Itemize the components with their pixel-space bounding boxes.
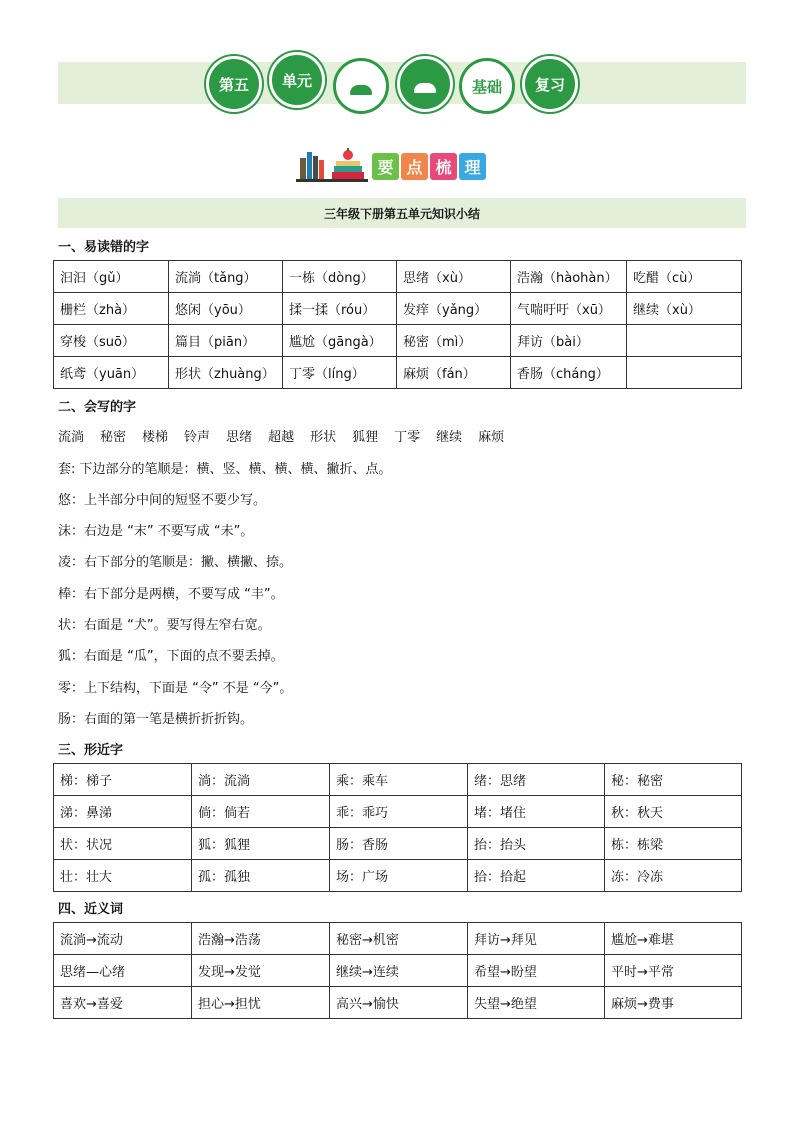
section-heading-similar: 三、形近字 (58, 743, 124, 758)
table-cell: 发痒（yǎng） (397, 293, 511, 325)
table-row (54, 325, 742, 357)
write-note: 棒：右下部分是两横，不要写成 “丰”。 (58, 587, 284, 602)
table-row (54, 955, 742, 987)
table-row (54, 860, 742, 892)
list-item: 楼梯 (142, 430, 169, 445)
key-points-title (372, 153, 486, 180)
table-cell: 栅栏（zhà） (54, 293, 169, 325)
summary-caption: 三年级下册第五单元知识小结 (58, 198, 746, 228)
banner-badge-5: 基础 (459, 58, 515, 114)
title-char: 梳 (430, 153, 457, 180)
similar-chars-table (53, 763, 742, 892)
table-cell: 一栋（dòng） (283, 261, 397, 293)
table-cell: 思绪—心绪 (54, 955, 192, 987)
banner-badge-3 (333, 58, 389, 114)
table-cell: 高兴→愉快 (330, 987, 468, 1019)
table-cell: 拜访（bài） (511, 325, 627, 357)
banner-badge-4 (397, 56, 453, 112)
table-cell: 倘：倘若 (192, 796, 330, 828)
table-row (54, 828, 742, 860)
table-cell: 淌：流淌 (192, 764, 330, 796)
write-note: 沫：右边是 “末” 不要写成 “未”。 (58, 524, 254, 539)
table-cell: 孤：孤独 (192, 860, 330, 892)
table-row (54, 987, 742, 1019)
list-item: 丁零 (394, 430, 421, 445)
title-char: 点 (401, 153, 428, 180)
table-cell: 绪：思绪 (468, 764, 605, 796)
table-cell: 状：状况 (54, 828, 192, 860)
list-item: 思绪 (226, 430, 253, 445)
table-cell: 乖：乖巧 (330, 796, 468, 828)
title-char: 理 (459, 153, 486, 180)
table-cell: 发现→发觉 (192, 955, 330, 987)
table-cell: 秋：秋天 (605, 796, 742, 828)
table-cell: 担心→担忧 (192, 987, 330, 1019)
section-heading-misread: 一、易读错的字 (58, 240, 150, 255)
table-cell: 冻：冷冻 (605, 860, 742, 892)
table-cell: 喜欢→喜爱 (54, 987, 192, 1019)
table-cell: 穿梭（suō） (54, 325, 169, 357)
write-note: 凌：右下部分的笔顺是：撇、横撇、捺。 (58, 555, 293, 570)
table-cell: 揉一揉（róu） (283, 293, 397, 325)
table-cell: 平时→平常 (605, 955, 742, 987)
table-cell: 秘：秘密 (605, 764, 742, 796)
banner-badge-6: 复习 (522, 56, 578, 112)
misread-table (53, 260, 742, 389)
table-cell: 继续→连续 (330, 955, 468, 987)
table-cell (627, 357, 742, 389)
write-words-list (58, 426, 504, 445)
table-cell: 乘：乘车 (330, 764, 468, 796)
cloud-icon (414, 83, 436, 93)
list-item: 狐狸 (352, 430, 379, 445)
table-cell: 纸鸢（yuān） (54, 357, 169, 389)
table-cell: 失望→绝望 (468, 987, 605, 1019)
list-item: 麻烦 (478, 430, 505, 445)
table-cell: 麻烦→费事 (605, 987, 742, 1019)
table-cell: 栋：栋梁 (605, 828, 742, 860)
table-cell: 篇目（piān） (169, 325, 283, 357)
table-cell: 悠闲（yōu） (169, 293, 283, 325)
table-cell: 涕：鼻涕 (54, 796, 192, 828)
table-row (54, 923, 742, 955)
write-note: 零：上下结构，下面是 “令” 不是 “今”。 (58, 681, 293, 696)
title-char: 要 (372, 153, 399, 180)
table-cell: 继续（xù） (627, 293, 742, 325)
table-cell: 形状（zhuàng） (169, 357, 283, 389)
table-row (54, 293, 742, 325)
books-icon (296, 148, 368, 182)
banner-badge-1: 第五 (206, 56, 262, 112)
list-item: 流淌 (58, 430, 85, 445)
table-cell: 气喘吁吁（xū） (511, 293, 627, 325)
table-cell: 吃醋（cù） (627, 261, 742, 293)
list-item: 形状 (310, 430, 337, 445)
table-cell: 尴尬（gāngà） (283, 325, 397, 357)
table-cell: 抬：抬头 (468, 828, 605, 860)
table-cell: 丁零（líng） (283, 357, 397, 389)
table-row (54, 764, 742, 796)
table-cell: 浩瀚（hàohàn） (511, 261, 627, 293)
table-row (54, 261, 742, 293)
table-row (54, 796, 742, 828)
list-item: 超越 (268, 430, 295, 445)
table-cell (627, 325, 742, 357)
table-cell: 浩瀚→浩荡 (192, 923, 330, 955)
table-cell: 秘密（mì） (397, 325, 511, 357)
table-cell: 思绪（xù） (397, 261, 511, 293)
table-cell: 希望→盼望 (468, 955, 605, 987)
table-cell: 流淌（tǎng） (169, 261, 283, 293)
table-cell: 汩汩（gǔ） (54, 261, 169, 293)
table-cell: 拾：拾起 (468, 860, 605, 892)
banner-badge-2: 单元 (269, 52, 325, 108)
table-cell: 秘密→机密 (330, 923, 468, 955)
write-note: 肠：右面的第一笔是横折折折钩。 (58, 712, 254, 727)
write-note: 狐：右面是 “瓜”，下面的点不要丢掉。 (58, 649, 284, 664)
table-cell: 壮：壮大 (54, 860, 192, 892)
table-cell: 尴尬→难堪 (605, 923, 742, 955)
table-cell: 场：广场 (330, 860, 468, 892)
write-note: 套: 下边部分的笔顺是：横、竖、横、横、横、撇折、点。 (58, 462, 392, 477)
list-item: 秘密 (100, 430, 127, 445)
table-cell: 麻烦（fán） (397, 357, 511, 389)
table-cell: 流淌→流动 (54, 923, 192, 955)
list-item: 继续 (436, 430, 463, 445)
table-cell: 香肠（cháng） (511, 357, 627, 389)
table-cell: 狐：狐狸 (192, 828, 330, 860)
table-cell: 堵：堵住 (468, 796, 605, 828)
synonyms-table (53, 922, 742, 1019)
section-heading-write: 二、会写的字 (58, 400, 137, 415)
list-item: 铃声 (184, 430, 211, 445)
table-cell: 肠：香肠 (330, 828, 468, 860)
cloud-icon (350, 85, 372, 95)
write-note: 悠：上半部分中间的短竖不要少写。 (58, 493, 267, 508)
section-heading-synonyms: 四、近义词 (58, 902, 124, 917)
write-note: 状：右面是 “犬”。要写得左窄右宽。 (58, 618, 271, 633)
table-cell: 拜访→拜见 (468, 923, 605, 955)
table-cell: 梯：梯子 (54, 764, 192, 796)
table-row (54, 357, 742, 389)
